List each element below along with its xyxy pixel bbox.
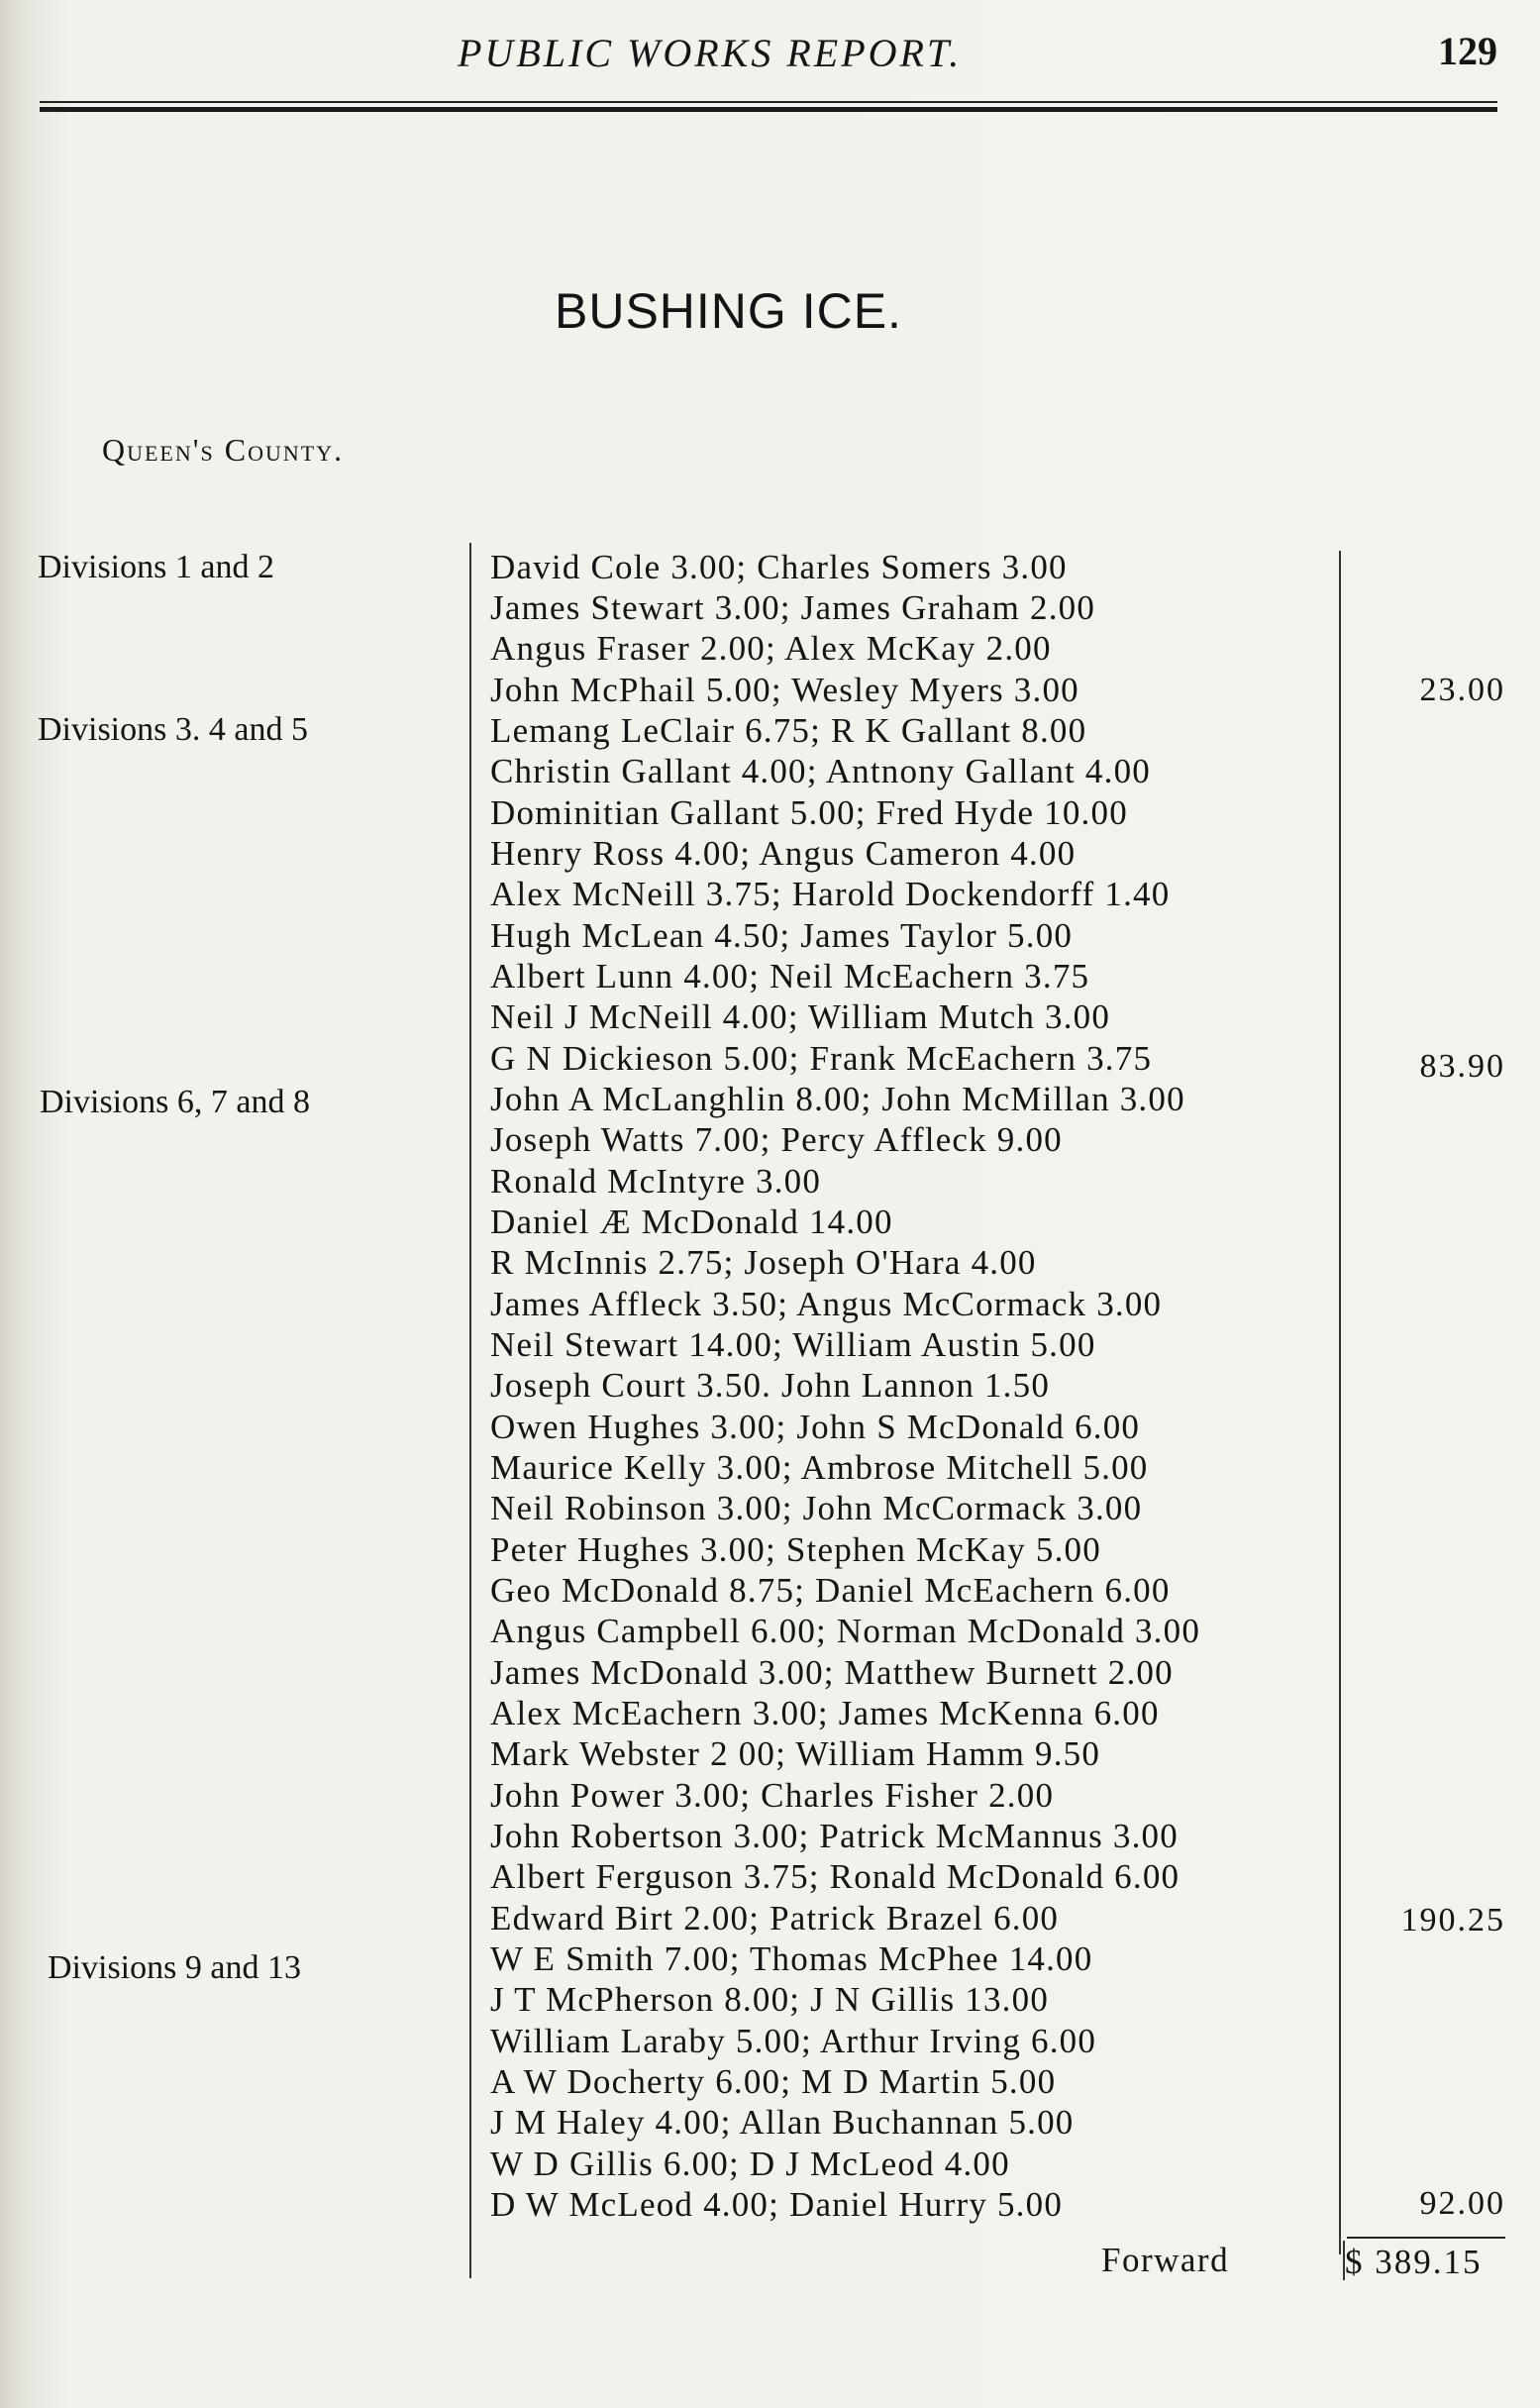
division-label-9-13: Divisions 9 and 13	[48, 1949, 301, 1986]
entry-line: John Power 3.00; Charles Fisher 2.00	[490, 1776, 1055, 1815]
right-column-rule	[1339, 551, 1341, 2254]
entry-line: Neil J McNeill 4.00; William Mutch 3.00	[490, 997, 1111, 1036]
forward-label: Forward	[1101, 2241, 1230, 2279]
entry-line: Neil Robinson 3.00; John McCormack 3.00	[490, 1489, 1143, 1527]
entry-line: James McDonald 3.00; Matthew Burnett 2.00	[490, 1653, 1174, 1692]
entry-line: Neil Stewart 14.00; William Austin 5.00	[490, 1325, 1096, 1364]
entry-line: Angus Fraser 2.00; Alex McKay 2.00	[490, 629, 1052, 668]
running-title: PUBLIC WORKS REPORT.	[458, 31, 963, 75]
entry-line: Daniel Æ McDonald 14.00	[490, 1203, 893, 1241]
entry-line: Alex McEachern 3.00; James McKenna 6.00	[490, 1694, 1160, 1732]
entry-line: William Laraby 5.00; Arthur Irving 6.00	[490, 2022, 1097, 2060]
entry-line: Owen Hughes 3.00; John S McDonald 6.00	[490, 1408, 1141, 1446]
entry-line: Christin Gallant 4.00; Antnony Gallant 4.00	[490, 752, 1151, 790]
subtotal-divisions-9-13: 92.00	[1419, 2185, 1505, 2222]
entry-line: Lemang LeClair 6.75; R K Gallant 8.00	[490, 711, 1087, 750]
page-number: 129	[1438, 29, 1497, 73]
left-column-rule	[469, 543, 471, 2278]
entry-line: Peter Hughes 3.00; Stephen McKay 5.00	[490, 1530, 1101, 1569]
subtotal-divisions-3-4-5: 83.90	[1419, 1048, 1505, 1085]
entry-line: John A McLanghlin 8.00; John McMillan 3.00	[490, 1080, 1185, 1118]
entry-line: Alex McNeill 3.75; Harold Dockendorff 1.40	[490, 875, 1171, 913]
entry-line: R McInnis 2.75; Joseph O'Hara 4.00	[490, 1243, 1037, 1282]
entry-line: Henry Ross 4.00; Angus Cameron 4.00	[490, 834, 1077, 873]
entry-line: J T McPherson 8.00; J N Gillis 13.00	[490, 1980, 1050, 2019]
entry-line: Angus Campbell 6.00; Norman McDonald 3.00	[490, 1612, 1201, 1650]
entry-line: Edward Birt 2.00; Patrick Brazel 6.00	[490, 1899, 1060, 1937]
entry-line: Joseph Court 3.50. John Lannon 1.50	[490, 1366, 1051, 1405]
entry-line: Joseph Watts 7.00; Percy Affleck 9.00	[490, 1120, 1063, 1159]
division-label-6-7-8: Divisions 6, 7 and 8	[40, 1084, 310, 1120]
entry-line: Hugh McLean 4.50; James Taylor 5.00	[490, 916, 1074, 955]
entry-line: A W Docherty 6.00; M D Martin 5.00	[490, 2062, 1057, 2101]
entry-line: James Stewart 3.00; James Graham 2.00	[490, 588, 1096, 627]
entry-line: John McPhail 5.00; Wesley Myers 3.00	[490, 671, 1079, 709]
division-label-1-2: Divisions 1 and 2	[38, 549, 274, 585]
division-label-3-4-5: Divisions 3. 4 and 5	[38, 711, 308, 748]
forward-total: $ 389.15	[1345, 2243, 1483, 2281]
county-heading: Queen's County.	[102, 432, 345, 468]
section-title: BUSHING ICE.	[555, 283, 902, 339]
entry-line: James Affleck 3.50; Angus McCormack 3.00	[490, 1285, 1163, 1323]
entry-line: W E Smith 7.00; Thomas McPhee 14.00	[490, 1939, 1093, 1978]
total-rule	[1347, 2237, 1505, 2239]
subtotal-divisions-1-2: 23.00	[1419, 672, 1505, 708]
entry-line: G N Dickieson 5.00; Frank McEachern 3.75	[490, 1039, 1153, 1078]
subtotal-divisions-6-7-8: 190.25	[1400, 1902, 1505, 1938]
header-rule-thick	[40, 107, 1497, 112]
entry-line: Maurice Kelly 3.00; Ambrose Mitchell 5.00	[490, 1448, 1149, 1487]
entry-line: Albert Lunn 4.00; Neil McEachern 3.75	[490, 957, 1090, 995]
entry-line: David Cole 3.00; Charles Somers 3.00	[490, 548, 1068, 586]
entry-line: Albert Ferguson 3.75; Ronald McDonald 6.00	[490, 1857, 1181, 1896]
entry-line: Geo McDonald 8.75; Daniel McEachern 6.00	[490, 1571, 1171, 1610]
header-rule-thin	[40, 101, 1497, 103]
entry-line: D W McLeod 4.00; Daniel Hurry 5.00	[490, 2185, 1064, 2224]
entry-line: Mark Webster 2 00; William Hamm 9.50	[490, 1734, 1101, 1773]
entry-line: Ronald McIntyre 3.00	[490, 1162, 822, 1201]
entry-line: W D Gillis 6.00; D J McLeod 4.00	[490, 2145, 1010, 2183]
entry-line: J M Haley 4.00; Allan Buchannan 5.00	[490, 2103, 1075, 2142]
entry-line: John Robertson 3.00; Patrick McMannus 3.00	[490, 1817, 1179, 1855]
entry-line: Dominitian Gallant 5.00; Fred Hyde 10.00	[490, 793, 1128, 832]
